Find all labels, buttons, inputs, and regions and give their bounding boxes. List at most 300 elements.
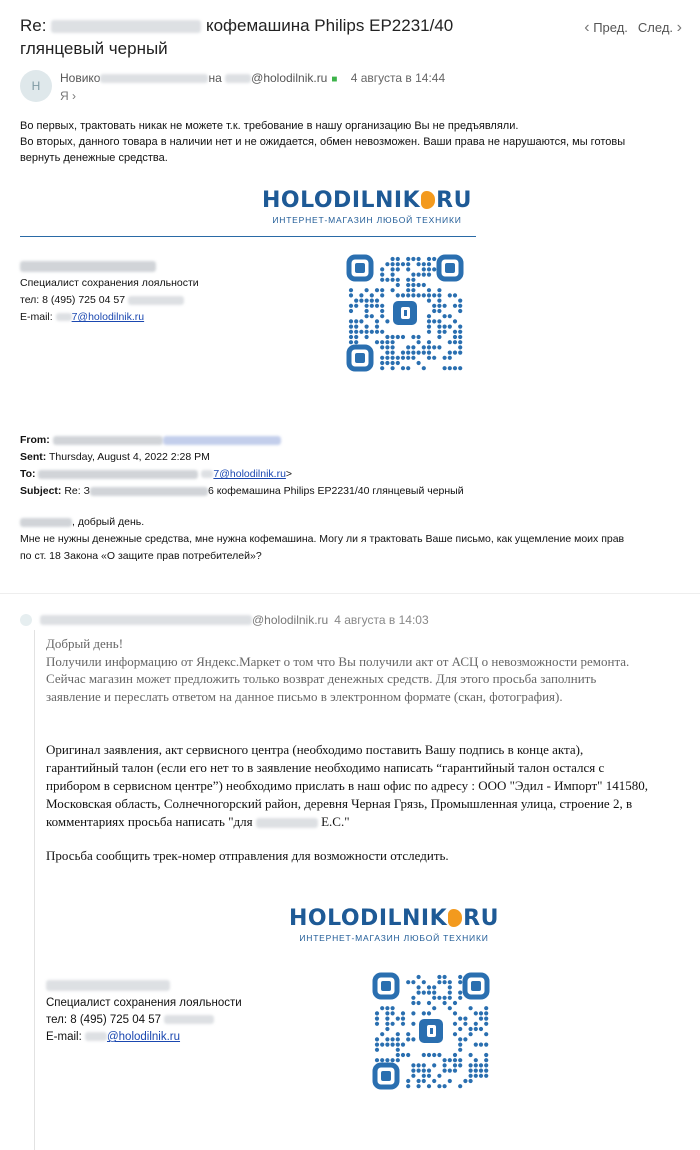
qr-dot: [417, 1079, 421, 1083]
qr-dot: [458, 299, 462, 303]
qr-dot: [375, 299, 379, 303]
qr-dot: [484, 1017, 488, 1021]
redacted-text: [128, 296, 184, 305]
signature-block: [46, 978, 242, 1046]
qr-dot: [453, 1001, 457, 1005]
qr-dot: [448, 985, 452, 989]
qr-dot: [458, 325, 462, 329]
sender-line[interactable]: [60, 70, 445, 88]
quoted-sender[interactable]: [20, 613, 429, 627]
qr-dot: [411, 1011, 415, 1015]
qr-dot: [401, 293, 405, 297]
qr-dot: [474, 1043, 478, 1047]
qr-dot: [406, 1053, 410, 1057]
qr-dot: [349, 325, 353, 329]
qr-dot: [427, 345, 431, 349]
qr-code: [372, 972, 490, 1090]
qr-dot: [458, 980, 462, 984]
qr-dot: [432, 319, 436, 323]
quoted-sender-email: @holodilnik.ru: [252, 613, 329, 627]
qr-dot: [458, 975, 462, 979]
qr-dot: [427, 1011, 431, 1015]
quoted-paragraph: Просьба сообщить трек-номер отправления для возможности отследить.: [46, 848, 449, 863]
qr-dot: [437, 288, 441, 292]
next-button[interactable]: [638, 20, 682, 35]
qr-dot: [427, 1074, 431, 1078]
qr-dot: [359, 319, 363, 323]
qr-dot: [391, 361, 395, 365]
qr-dot: [411, 293, 415, 297]
qr-dot: [458, 1063, 462, 1067]
qr-dot: [406, 345, 410, 349]
qr-dot: [380, 1032, 384, 1036]
qr-dot: [406, 1084, 410, 1088]
signature-phone: тел: 8 (495) 725 04 57: [46, 1014, 162, 1026]
qr-dot: [484, 1058, 488, 1062]
qr-dot: [469, 1032, 473, 1036]
signature-title: Специалист сохранения лояльности: [20, 277, 199, 289]
qr-dot: [448, 1079, 452, 1083]
qr-dot: [474, 1022, 478, 1026]
qr-dot: [479, 1069, 483, 1073]
next-label: След.: [637, 20, 674, 35]
qr-dot: [427, 1001, 431, 1005]
qr-dot: [380, 1058, 384, 1062]
qr-dot: [380, 330, 384, 334]
qr-dot: [385, 262, 389, 266]
qr-dot: [437, 345, 441, 349]
subject-prefix: Re:: [20, 16, 47, 35]
qr-dot: [437, 996, 441, 1000]
qr-dot: [443, 356, 447, 360]
qr-dot: [448, 340, 452, 344]
recipient-line[interactable]: [60, 88, 445, 105]
email-subject: [20, 14, 540, 60]
qr-dot: [417, 351, 421, 355]
qr-dot: [448, 980, 452, 984]
message-separator: [0, 593, 700, 594]
qr-dot: [354, 304, 358, 308]
qr-dot: [469, 1006, 473, 1010]
qr-dot: [469, 1027, 473, 1031]
qr-dot: [463, 1022, 467, 1026]
qr-dot: [370, 304, 374, 308]
qr-dot: [359, 293, 363, 297]
redacted-text: [38, 470, 198, 479]
qr-dot: [417, 340, 421, 344]
qr-dot: [391, 356, 395, 360]
qr-dot: [422, 283, 426, 287]
qr-dot: [354, 325, 358, 329]
qr-dot: [396, 267, 400, 271]
qr-dot: [391, 262, 395, 266]
qr-dot: [380, 293, 384, 297]
qr-dot: [453, 366, 457, 370]
qr-dot: [432, 1079, 436, 1083]
qr-dot: [427, 299, 431, 303]
qr-dot: [458, 1048, 462, 1052]
qr-dot: [427, 288, 431, 292]
qr-dot: [385, 319, 389, 323]
quoted-paragraph: [46, 741, 686, 831]
qr-dot: [380, 288, 384, 292]
message-body: [20, 118, 680, 166]
body-line: Во первых, трактовать никак не можете т.к. требование в нашу организацию Вы не предъявляли.: [20, 120, 519, 132]
subject-rest: 6 кофемашина Philips EP2231/40 глянцевый черный: [207, 485, 464, 497]
qr-dot: [469, 1053, 473, 1057]
qr-dot: [391, 278, 395, 282]
qr-dot: [401, 262, 405, 266]
qr-dot: [401, 1017, 405, 1021]
subject-label: Subject:: [20, 485, 62, 497]
redacted-name: [46, 980, 170, 991]
qr-dot: [359, 330, 363, 334]
qr-dot: [406, 980, 410, 984]
qr-dot: [349, 304, 353, 308]
qr-dot: [484, 1053, 488, 1057]
holodilnik-logo: [262, 188, 472, 225]
qr-dot: [365, 304, 369, 308]
qr-dot: [391, 257, 395, 261]
qr-dot: [385, 1058, 389, 1062]
qr-dot: [479, 1017, 483, 1021]
qr-dot: [432, 1063, 436, 1067]
qr-dot: [432, 267, 436, 271]
qr-dot: [458, 366, 462, 370]
qr-dot: [396, 1037, 400, 1041]
qr-dot: [437, 1053, 441, 1057]
qr-dot: [469, 1074, 473, 1078]
qr-dot: [396, 1032, 400, 1036]
qr-dot: [453, 1011, 457, 1015]
qr-dot: [443, 304, 447, 308]
qr-dot: [427, 273, 431, 277]
qr-dot: [380, 278, 384, 282]
sender-block: [20, 70, 445, 105]
email-label: E-mail:: [20, 311, 53, 323]
qr-dot: [422, 345, 426, 349]
qr-dot: [443, 1058, 447, 1062]
qr-dot: [411, 1037, 415, 1041]
qr-dot: [385, 335, 389, 339]
qr-dot: [458, 345, 462, 349]
qr-dot: [396, 257, 400, 261]
qr-dot: [422, 980, 426, 984]
qr-dot: [349, 288, 353, 292]
qr-dot: [427, 314, 431, 318]
qr-dot: [401, 1011, 405, 1015]
qr-dot: [453, 1032, 457, 1036]
qr-dot: [427, 356, 431, 360]
verified-lock-icon: ■: [331, 74, 338, 85]
qr-dot: [391, 1011, 395, 1015]
signature-title: Специалист сохранения лояльности: [46, 997, 242, 1009]
qr-dot: [474, 1069, 478, 1073]
qr-dot: [422, 293, 426, 297]
qr-dot: [401, 366, 405, 370]
qr-dot: [406, 267, 410, 271]
qr-dot: [422, 991, 426, 995]
logo-word-ru: RU: [436, 188, 472, 213]
redacted-text: [90, 487, 208, 496]
qr-dot: [443, 366, 447, 370]
qr-dot: [448, 293, 452, 297]
quoted-line-end: Е.С.": [317, 814, 350, 829]
qr-dot: [349, 340, 353, 344]
avatar[interactable]: Н: [20, 70, 52, 102]
qr-dot: [432, 996, 436, 1000]
qr-dot: [406, 257, 410, 261]
qr-dot: [443, 325, 447, 329]
qr-dot: [417, 273, 421, 277]
qr-dot: [370, 330, 374, 334]
qr-dot: [411, 980, 415, 984]
from-label: From:: [20, 434, 50, 446]
qr-dot: [380, 304, 384, 308]
message-navigation: [584, 20, 682, 35]
redacted-name: [40, 615, 252, 625]
qr-dot: [484, 1043, 488, 1047]
qr-dot: [349, 319, 353, 323]
qr-dot: [365, 314, 369, 318]
qr-dot: [484, 1006, 488, 1010]
qr-dot: [406, 1037, 410, 1041]
qr-dot: [365, 299, 369, 303]
quoted-line: Получили информацию от Яндекс.Маркет о том что Вы получили акт от АСЦ о невозможности ремонта.: [46, 653, 630, 669]
qr-dot: [391, 288, 395, 292]
avatar: [20, 614, 32, 626]
qr-dot: [380, 267, 384, 271]
redacted-email: [163, 436, 281, 445]
sent-label: Sent:: [20, 451, 47, 463]
qr-dot: [432, 356, 436, 360]
qr-dot: [443, 980, 447, 984]
subject-line1: кофемашина Philips EP2231/40: [205, 16, 454, 35]
qr-dot: [411, 1069, 415, 1073]
qr-dot: [380, 309, 384, 313]
qr-dot: [458, 1037, 462, 1041]
qr-dot: [422, 1069, 426, 1073]
quoted-header: From: Sent: Thursday, August 4, 2022 2:28 PM To: 7@holodilnik.ru> Subject: Re: З 6 кофемашина Philips EP2231/40 глянцевый черный: [20, 434, 464, 497]
qr-dot: [380, 1006, 384, 1010]
qr-code: [346, 254, 464, 372]
qr-dot: [422, 1063, 426, 1067]
qr-dot: [385, 1043, 389, 1047]
qr-dot: [458, 1027, 462, 1031]
qr-dot: [406, 288, 410, 292]
qr-dot: [443, 1084, 447, 1088]
signature-email-link[interactable]: 7@holodilnik.ru: [56, 311, 145, 323]
qr-dot: [411, 356, 415, 360]
qr-dot: [484, 1074, 488, 1078]
quoted-paragraph: [46, 635, 686, 705]
qr-dot: [375, 319, 379, 323]
sent-value: Thursday, August 4, 2022 2:28 PM: [48, 451, 210, 463]
qr-dot: [432, 293, 436, 297]
signature-email-link[interactable]: @holodilnik.ru: [85, 1031, 180, 1043]
message-date: 4 августа в 14:44: [350, 71, 446, 85]
quoted-line: комментариях просьба написать "для: [46, 814, 253, 829]
qr-dot: [391, 1022, 395, 1026]
qr-dot: [375, 1022, 379, 1026]
qr-dot: [396, 356, 400, 360]
redacted-name: [20, 518, 72, 527]
qr-dot: [385, 345, 389, 349]
qr-dot: [380, 345, 384, 349]
qr-dot: [422, 1053, 426, 1057]
reply-line: по ст. 18 Закона «О защите прав потребителей»?: [20, 550, 262, 562]
quoted-line: гарантийный талон (если его нет то в заявление необходимо написать “гарантийный талон остался с: [46, 760, 605, 775]
qr-dot: [427, 991, 431, 995]
qr-dot: [411, 1074, 415, 1078]
qr-dot: [422, 1079, 426, 1083]
qr-dot: [354, 340, 358, 344]
qr-dot: [422, 1074, 426, 1078]
qr-dot: [391, 1058, 395, 1062]
qr-dot: [458, 1043, 462, 1047]
qr-dot: [453, 1063, 457, 1067]
qr-dot: [432, 1006, 436, 1010]
customer-reply: [20, 514, 682, 565]
qr-dot: [349, 330, 353, 334]
qr-dot: [448, 1069, 452, 1073]
qr-dot: [469, 1079, 473, 1083]
qr-dot: [396, 1043, 400, 1047]
qr-dot: [401, 1053, 405, 1057]
qr-dot: [479, 1027, 483, 1031]
qr-dot: [411, 278, 415, 282]
qr-dot: [375, 1058, 379, 1062]
qr-dot: [427, 985, 431, 989]
qr-dot: [458, 1017, 462, 1021]
qr-dot: [391, 335, 395, 339]
qr-dot: [453, 1069, 457, 1073]
logo-word: HOLODILNIK: [262, 188, 421, 213]
qr-dot: [417, 361, 421, 365]
redacted-text: [51, 20, 201, 33]
qr-dot: [417, 1063, 421, 1067]
recipient: Я: [60, 89, 69, 103]
qr-dot: [427, 1053, 431, 1057]
qr-dot: [385, 351, 389, 355]
redacted-text: [100, 74, 208, 83]
qr-dot: [417, 283, 421, 287]
qr-dot: [437, 309, 441, 313]
qr-dot: [458, 351, 462, 355]
qr-dot: [385, 361, 389, 365]
qr-dot: [437, 335, 441, 339]
prev-label: Пред.: [593, 20, 628, 35]
qr-dot: [474, 1074, 478, 1078]
qr-dot: [391, 267, 395, 271]
qr-dot: [422, 366, 426, 370]
qr-dot: [365, 335, 369, 339]
qr-dot: [380, 340, 384, 344]
qr-dot: [443, 1069, 447, 1073]
qr-dot: [458, 335, 462, 339]
qr-dot: [437, 319, 441, 323]
qr-dot: [453, 1022, 457, 1026]
qr-dot: [443, 314, 447, 318]
qr-dot: [370, 299, 374, 303]
qr-dot: [437, 304, 441, 308]
quote-bar: [34, 630, 35, 1150]
qr-dot: [469, 1069, 473, 1073]
qr-dot: [354, 319, 358, 323]
qr-dot: [411, 996, 415, 1000]
quoted-line: заявление и переслать ответом на данное письмо в электронном формате (скан, фотография).: [46, 688, 563, 704]
qr-dot: [474, 1027, 478, 1031]
qr-dot: [396, 1058, 400, 1062]
qr-dot: [385, 1011, 389, 1015]
qr-dot: [380, 361, 384, 365]
qr-dot: [375, 1048, 379, 1052]
qr-dot: [417, 262, 421, 266]
qr-dot: [401, 335, 405, 339]
to-email-link[interactable]: 7@holodilnik.ru: [201, 468, 286, 480]
qr-dot: [380, 273, 384, 277]
qr-dot: [396, 361, 400, 365]
qr-dot: [391, 351, 395, 355]
qr-dot: [385, 1006, 389, 1010]
sender-email: @holodilnik.ru: [251, 71, 328, 85]
qr-dot: [437, 299, 441, 303]
qr-dot: [365, 325, 369, 329]
qr-dot: [385, 1027, 389, 1031]
qr-dot: [396, 1053, 400, 1057]
subject-prefix: Re: З: [64, 485, 90, 497]
qr-dot: [427, 267, 431, 271]
qr-dot: [396, 1048, 400, 1052]
qr-dot: [484, 1063, 488, 1067]
qr-dot: [443, 1001, 447, 1005]
qr-dot: [406, 278, 410, 282]
qr-dot: [484, 1022, 488, 1026]
qr-dot: [406, 1079, 410, 1083]
qr-dot: [375, 304, 379, 308]
qr-dot: [432, 1053, 436, 1057]
logo-dot-icon: [421, 191, 435, 209]
qr-dot: [391, 1037, 395, 1041]
logo-tagline: ИНТЕРНЕТ-МАГАЗИН ЛЮБОЙ ТЕХНИКИ: [272, 215, 462, 225]
quoted-line: Московская область, Солнечногорский район, деревня Черная Грязь, Промышленная улица, строение 2, в: [46, 796, 633, 811]
greeting: , добрый день.: [72, 516, 145, 528]
signature-block: [20, 258, 199, 326]
quoted-date: 4 августа в 14:03: [334, 613, 429, 627]
qr-dot: [380, 356, 384, 360]
qr-dot: [401, 356, 405, 360]
quoted-line: Оригинал заявления, акт сервисного центра (необходимо поставить Вашу подпись в конце акта),: [46, 742, 584, 757]
qr-dot: [411, 1022, 415, 1026]
redacted-text: [53, 436, 163, 445]
qr-dot: [479, 1074, 483, 1078]
qr-dot: [391, 273, 395, 277]
qr-dot: [437, 325, 441, 329]
qr-dot: [458, 991, 462, 995]
qr-dot: [458, 304, 462, 308]
qr-dot: [437, 1084, 441, 1088]
qr-dot: [427, 1084, 431, 1088]
qr-dot: [380, 314, 384, 318]
qr-dot: [396, 335, 400, 339]
qr-dot: [458, 340, 462, 344]
qr-dot: [448, 366, 452, 370]
qr-dot: [396, 293, 400, 297]
prev-button[interactable]: [584, 20, 628, 35]
qr-dot: [406, 283, 410, 287]
qr-dot: [453, 330, 457, 334]
qr-dot: [448, 991, 452, 995]
